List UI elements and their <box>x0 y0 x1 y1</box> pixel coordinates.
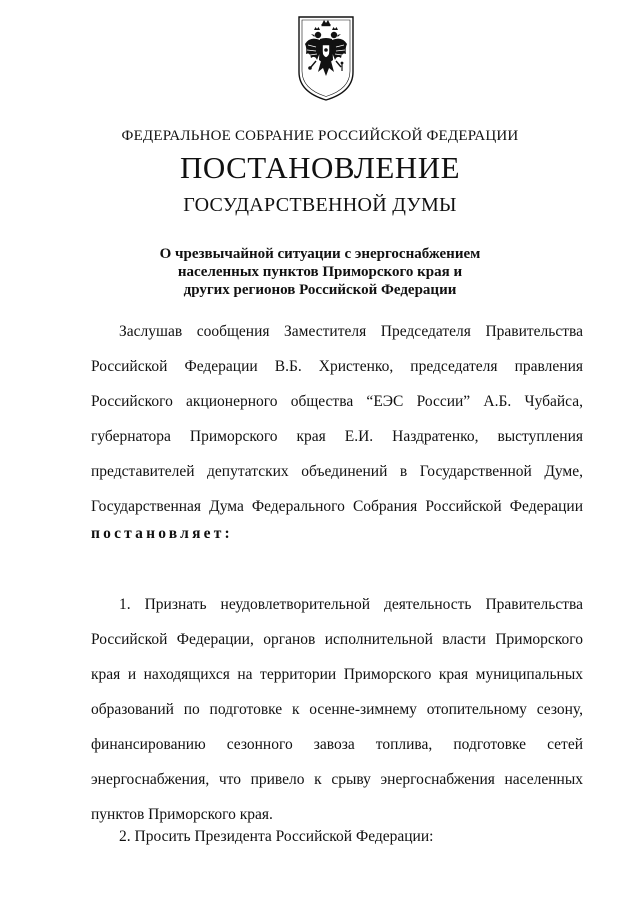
preamble-line: Заслушав сообщения Заместителя Председателя Правительства <box>119 323 583 340</box>
preamble-line: Государственная Дума Федерального Собрания Российской Федерации <box>91 498 583 515</box>
document-type-title: ПОСТАНОВЛЕНИЕ <box>179 150 461 185</box>
topic-line: населенных пунктов Приморского края и <box>177 264 463 280</box>
item-1-line: края и находящихся на территории Приморского края муниципальных <box>91 666 583 683</box>
issuer-subtitle: ГОСУДАРСТВЕННОЙ ДУМЫ <box>183 194 457 216</box>
item-1-paragraph <box>91 587 583 832</box>
decree-word: постановляет: <box>91 525 233 542</box>
preamble-line: Российской Федерации В.Б. Христенко, председателя правления <box>91 358 583 375</box>
item-1-line: Российской Федерации, органов исполнительной власти Приморского <box>91 631 583 648</box>
organization-name: ФЕДЕРАЛЬНОЕ СОБРАНИЕ РОССИЙСКОЙ ФЕДЕРАЦИИ <box>121 128 519 144</box>
preamble-paragraph <box>91 314 583 524</box>
topic-line: О чрезвычайной ситуации с энергоснабжением <box>159 246 481 262</box>
item-1-line: пунктов Приморского края. <box>91 806 273 823</box>
preamble-line: губернатора Приморского края Е.И. Наздратенко, выступления <box>91 428 583 445</box>
item-1-line: образований по подготовке к осенне-зимнему отопительному сезону, <box>91 701 583 718</box>
topic-line: других регионов Российской Федерации <box>183 282 457 298</box>
item-2-text: 2. Просить Президента Российской Федерации: <box>119 828 434 845</box>
russian-coat-of-arms-icon <box>296 14 356 102</box>
item-1-line: энергоснабжения, что привело к срыву энергоснабжения населенных <box>91 771 583 788</box>
document-topic <box>0 245 640 299</box>
item-1-line: 1. Признать неудовлетворительной деятельность Правительства <box>119 596 583 613</box>
preamble-line: Российского акционерного общества “ЕЭС России” А.Б. Чубайса, <box>91 393 583 410</box>
item-1-line: финансированию сезонного завоза топлива, подготовке сетей <box>91 736 583 753</box>
preamble-line: представителей депутатских объединений в Государственной Думе, <box>91 463 583 480</box>
